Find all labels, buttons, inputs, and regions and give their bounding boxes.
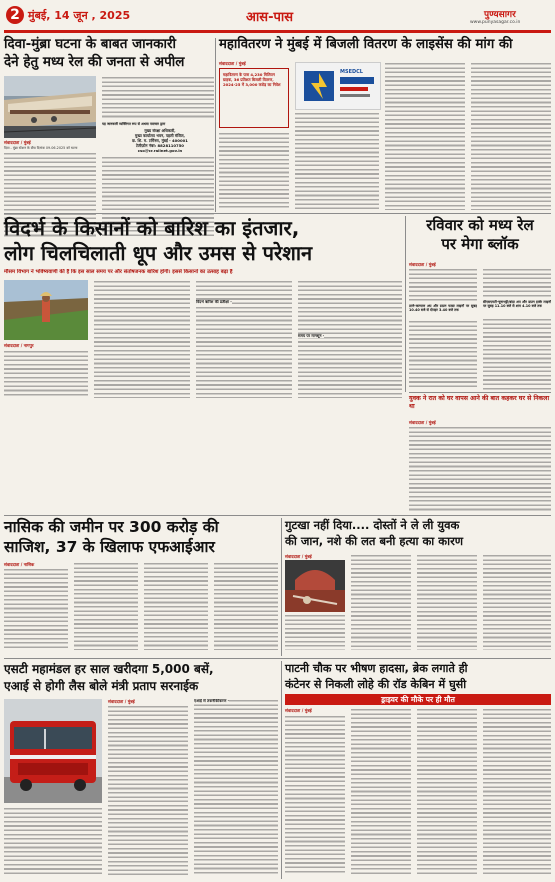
story-byline: संवाददाता / नासिक	[4, 562, 35, 567]
story-body	[108, 705, 188, 875]
story-headline-line-1: रविवार को मध्य रेल	[426, 216, 534, 234]
contact-block	[108, 128, 212, 153]
highlight-box	[219, 68, 289, 128]
story-headline-line-1: दिवा-मुंब्रा घटना के बाबत जानकारी	[4, 36, 176, 52]
story-body	[471, 62, 551, 210]
story-body	[417, 708, 477, 875]
story-st-buses	[4, 661, 278, 879]
brand-name: पुण्यसागर	[484, 10, 516, 20]
story-body	[409, 426, 551, 513]
section-divider	[4, 515, 551, 516]
story-subheading: विदर्भ बारिश की प्रतीक्षा -	[196, 300, 232, 304]
story-body	[351, 708, 411, 875]
section-divider	[4, 658, 551, 659]
story-subheading: समय पर मानसून -	[298, 334, 325, 338]
story-body	[483, 318, 551, 390]
story-subhead: मौसम विभाग ने भविष्यवाणी की है कि इस साल समय पर और संतोषजनक बारिश होगी। इससे किसानों का उत्साह बढ़ा है	[4, 269, 233, 275]
story-byline: संवाददाता / मुंबई	[285, 554, 312, 559]
story-body	[351, 554, 411, 650]
highlight-text: महावितरण के पास 4,230 मिलियन ग्राहक, 36 प्रतिशत बिजली वितरण, 2024-25 में 3,000 करोड़ का निवेश	[223, 72, 281, 88]
farmer-photo	[4, 280, 88, 340]
story-mega-block	[409, 216, 551, 416]
column-divider	[281, 518, 282, 656]
logo-text: MSEDCL	[340, 69, 363, 75]
bus-photo	[4, 699, 102, 803]
story-body	[295, 112, 379, 210]
story-byline: संवाददाता / मुंबई	[108, 699, 135, 704]
story-body	[94, 280, 190, 398]
section-divider	[409, 392, 551, 393]
story-patni-accident	[285, 661, 551, 879]
contact-line: मुख्य कार्यालय भवन, पहली मंजिल,	[135, 133, 185, 138]
section-title: आस-पास	[246, 10, 294, 25]
story-diva-mumbra	[4, 36, 214, 241]
story-byline: संवाददाता / मुंबई	[409, 420, 436, 425]
contact-heading: यह जानकारी व्यक्तिगत रूप से अथवा पत्राचार द्वारा	[102, 122, 166, 126]
page-number-badge: 2	[6, 6, 24, 24]
story-headline-line-1: गुटखा नहीं दिया.... दोस्तों ने ले ली युवक	[285, 518, 460, 532]
story-body	[483, 708, 551, 875]
story-headline-line-2: लोग चिलचिलाती धूप और उमस से परेशान	[4, 241, 313, 265]
story-body	[483, 554, 551, 650]
story-body	[417, 554, 477, 650]
column-divider	[215, 38, 216, 212]
story-body	[102, 76, 214, 120]
photo-caption: दिवा - मुंब्रा स्टेशन के बीच दिनांक 09.06.2025 को घटना	[4, 146, 78, 150]
story-nashik-land	[4, 518, 278, 656]
story-body	[385, 62, 465, 210]
kicker-text: ड्राइवर की मौके पर ही मौत	[381, 695, 455, 704]
story-headline-line-2: पर मेगा ब्लॉक	[441, 235, 519, 253]
story-byline: संवाददाता / मुंबई	[285, 708, 312, 713]
story-body	[214, 562, 278, 650]
story-body	[4, 807, 102, 875]
masthead	[0, 0, 555, 38]
story-vidarbha	[4, 216, 402, 514]
story-body	[74, 562, 138, 650]
story-body	[483, 268, 551, 298]
story-byline: संवाददाता / मुंबई	[219, 61, 246, 66]
block-detail-bold: ठाणे-कल्याण अप और डाउन फास्ट लाइनों पर सुबह 10.40 बजे से दोपहर 3.40 बजे तक	[409, 304, 477, 313]
crime-scene-photo	[285, 560, 345, 612]
story-body	[409, 320, 477, 390]
contact-email: cso@cr.railnet.gov.in	[137, 148, 183, 153]
story-body	[219, 132, 289, 210]
story-body	[4, 350, 88, 398]
train-photo	[4, 76, 96, 138]
story-headline: युवक ने रात को घर वापस आने की बात कहकर घर से निकला था	[409, 395, 550, 410]
story-headline-line-2: एआई से होगी लैस बोले मंत्री प्रताप सरनाईक	[4, 679, 199, 693]
story-headline-line-2: की जान, नशे की लत बनी हत्या का कारण	[285, 534, 464, 548]
date-line: मुंबई, 14 जून , 2025	[28, 9, 131, 22]
story-headline-line-1: विदर्भ के किसानों को बारिश का इंतजार,	[4, 216, 300, 240]
story-body	[409, 268, 477, 302]
story-body	[298, 280, 402, 398]
section-divider	[4, 213, 551, 214]
story-headline: महावितरण ने मुंबई में बिजली वितरण के लाइसेंस की मांग की	[219, 37, 513, 52]
brand-url: www.punyasagar.co.in	[470, 20, 521, 25]
story-headline-line-2: देने हेतु मध्य रेल की जनता से अपील	[4, 54, 185, 70]
contact-line: मुख्य संरक्षा अधिकारी,	[144, 128, 176, 133]
story-headline-line-2: कंटेनर से निकली लोहे की रॉड केबिन में घुसी	[285, 678, 467, 691]
story-headline-line-1: पाटनी चौक पर भीषण हादसा, ब्रेक लगाते ही	[285, 662, 468, 675]
contact-line: टेलीफ़ोन नंबर: 8828110750	[136, 143, 184, 148]
story-byline: संवाददाता / मुंबई	[409, 262, 436, 267]
kicker-band	[285, 694, 551, 705]
masthead-rule	[4, 30, 551, 33]
story-headline-line-2: साजिश, 37 के खिलाफ एफआईआर	[4, 538, 215, 556]
story-subheading: एआई से तकनीकीकरण -	[194, 699, 230, 703]
story-body	[144, 562, 208, 650]
contact-line: छ. शि. म. टर्मिनस, मुंबई - 400001	[132, 138, 188, 143]
msedcl-logo	[295, 62, 381, 110]
story-headline-line-1: नासिक की जमीन पर 300 करोड़ की	[4, 518, 219, 536]
story-byline: संवाददाता / मुंबई	[4, 140, 31, 145]
column-divider	[281, 661, 282, 879]
column-divider	[405, 216, 406, 392]
block-detail-bold: सीएसएमटी-चूनाभट्टी/बांद्रा अप और डाउन हार्बर लाइनों पर सुबह 11.10 बजे से शाम 4.10 बजे तक	[483, 300, 551, 309]
story-body	[196, 280, 292, 398]
story-body	[194, 699, 278, 875]
story-headline-line-1: एसटी महामंडल हर साल खरीदगा 5,000 बसें,	[4, 662, 214, 676]
story-body	[285, 614, 345, 650]
story-body	[285, 715, 345, 875]
story-gutkha-murder	[285, 518, 551, 656]
story-youth-missing	[409, 395, 551, 515]
story-byline: संवाददाता / नागपुर	[4, 343, 34, 348]
story-body	[4, 568, 68, 650]
story-mahavitaran	[219, 36, 551, 212]
